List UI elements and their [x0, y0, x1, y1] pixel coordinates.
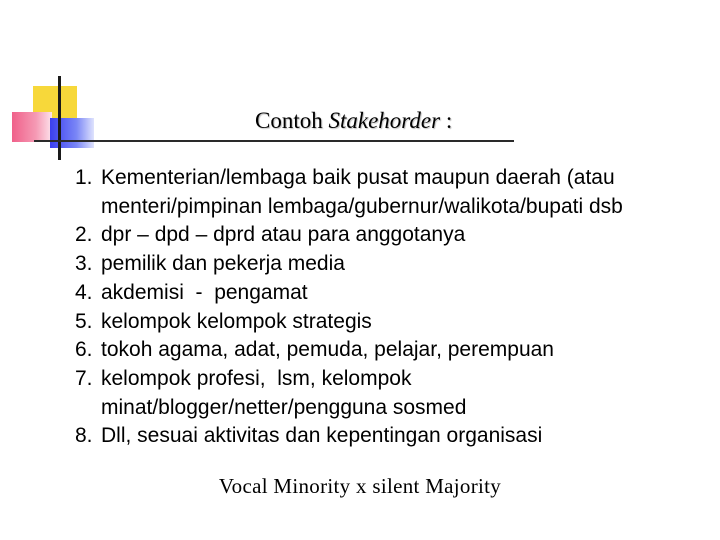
list-text: kelompok profesi, lsm, kelompok minat/blogger/netter/pengguna sosmed [101, 366, 467, 419]
decor-vertical-line [58, 76, 61, 160]
list-item [75, 308, 701, 337]
list-number: 3. [75, 252, 93, 276]
list-item [75, 279, 701, 308]
list-number: 4. [75, 280, 93, 304]
list-text: akdemisi - pengamat [101, 280, 308, 304]
list-text: pemilik dan pekerja media [101, 252, 345, 276]
decor-blue-bar [50, 118, 94, 148]
list-item [75, 336, 701, 365]
list-number: 7. [75, 366, 93, 390]
list-number: 1. [75, 166, 93, 189]
title-italic: Stakehorder [328, 108, 441, 133]
title-suffix: : [440, 108, 453, 133]
title-prefix: Contoh [255, 108, 329, 133]
footer-caption: Vocal Minority x silent Majority [218, 474, 502, 498]
list-number: 6. [75, 338, 93, 362]
list-text: kelompok kelompok strategis [101, 309, 372, 333]
list-text: tokoh agama, adat, pemuda, pelajar, perempuan [101, 338, 554, 362]
list-number: 2. [75, 223, 93, 247]
slide-title [255, 108, 452, 134]
list-item [75, 164, 701, 221]
list-item [75, 221, 701, 250]
list-text: Kementerian/lembaga baik pusat maupun daerah (atau menteri/pimpinan lembaga/gubernur/walikota/bupati dsb [101, 166, 623, 218]
decor-horizontal-line [34, 140, 514, 142]
decor-pink-bar [12, 112, 52, 142]
list-item [75, 250, 701, 279]
list-item [75, 365, 701, 422]
list-text: dpr – dpd – dprd atau para anggotanya [101, 223, 466, 247]
list-text: Dll, sesuai aktivitas dan kepentingan organisasi [101, 424, 543, 448]
list-item [75, 422, 701, 451]
list-number: 8. [75, 424, 93, 448]
stakeholder-list [75, 164, 701, 451]
list-number: 5. [75, 309, 93, 333]
